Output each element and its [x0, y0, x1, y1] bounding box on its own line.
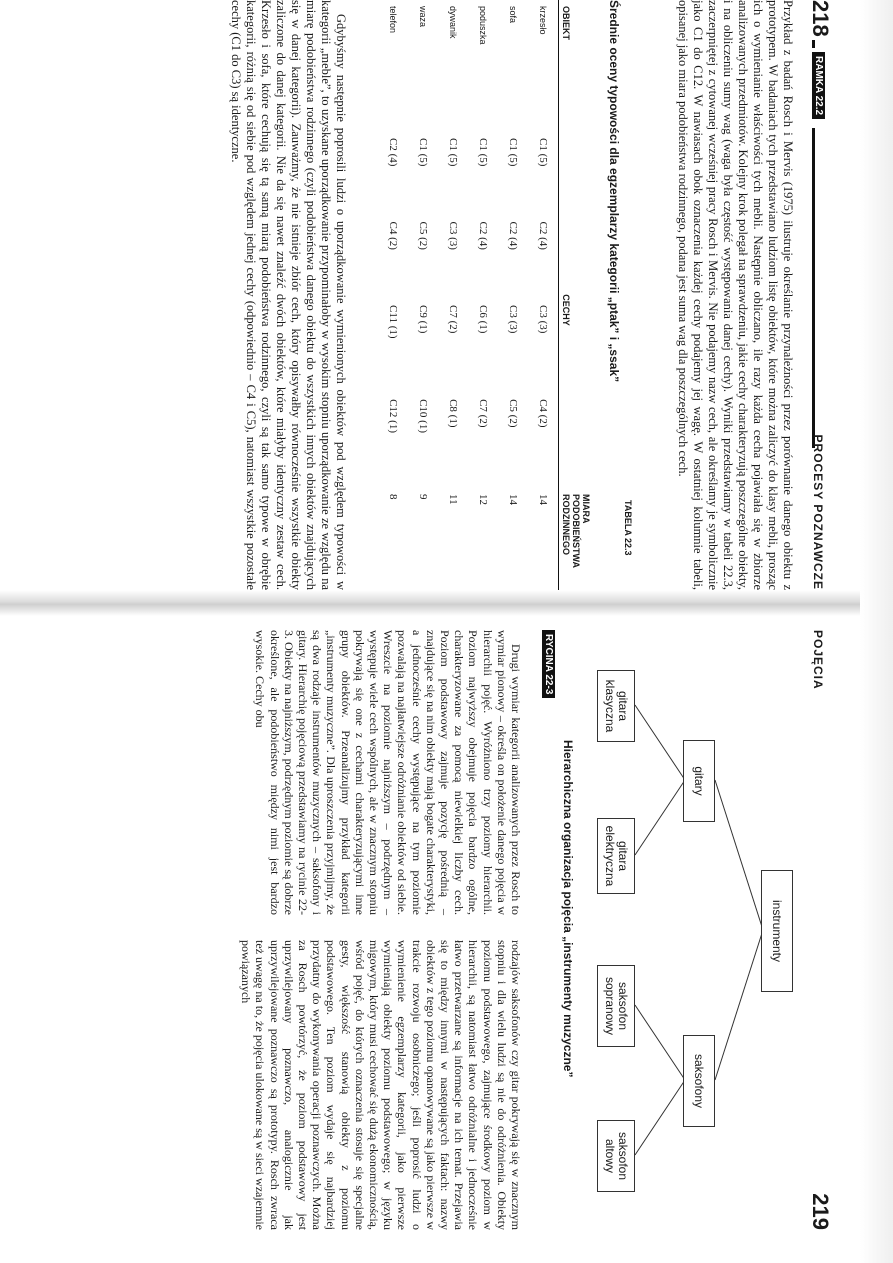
cell-object: dywanik: [448, 6, 458, 39]
cell-feature: C3 (3): [447, 221, 459, 250]
page-number: 218: [808, 0, 833, 37]
node-level3: saksofon altowy: [597, 1120, 635, 1192]
cell-feature: C4 (2): [387, 221, 399, 250]
cell-feature: C1 (5): [477, 138, 489, 167]
table-row: [378, 0, 408, 590]
table-row: [498, 0, 528, 590]
cell-feature: C8 (1): [447, 399, 459, 428]
text-column-2: [239, 940, 523, 1230]
cell-measure: 12: [477, 494, 489, 505]
cell-feature: C1 (5): [447, 138, 459, 167]
tree-edge: [635, 1080, 685, 1155]
page-218: [0, 0, 893, 590]
column-header-features: CECHY: [559, 132, 594, 488]
node-level3: saksofon sopranowy: [597, 965, 635, 1047]
cell-feature: C7 (2): [477, 399, 489, 428]
header-rule: [812, 40, 815, 48]
cell-feature: C11 (1): [387, 305, 399, 339]
tree-edge: [635, 1005, 685, 1080]
node-level3: gitara klasyczna: [597, 670, 635, 742]
data-table: [378, 0, 593, 590]
table-row: [408, 0, 438, 590]
text-column-1: [253, 630, 523, 915]
page-header-218: [807, 0, 833, 590]
cell-object: poduszka: [478, 6, 488, 45]
tree-edge: [715, 930, 763, 1080]
hierarchy-diagram: [533, 630, 893, 1230]
cell-measure: 14: [537, 494, 549, 505]
figure-tag: RYCINA 22-3: [542, 630, 555, 698]
table-caption: Średnie oceny typowości dla egzemplarzy kategorii „ptak” i „ssak”: [607, 0, 621, 383]
cell-feature: C5 (2): [417, 221, 429, 250]
column-header-object: OBIEKT: [559, 0, 594, 132]
node-root: instrumenty: [761, 870, 793, 992]
intro-paragraph: [675, 0, 795, 590]
cell-object: telefon: [388, 6, 398, 34]
cell-feature: C2 (4): [477, 221, 489, 250]
cell-feature: C9 (1): [417, 305, 429, 334]
cell-measure: 8: [387, 494, 399, 500]
paragraph: Drugi wymiar kategorii analizowanych przez Rosch to wymiar pionowy – określa on położenie danego pojęcia w hierarchii pojęć. Wyróżniono trzy poziomy hierarchii. Poziom najwyższy obejmuje pojęcia bardzo ogólne, charakteryzowane za pomocą niewielkiej liczby cech. Poziom podstawowy zajmuje pozycję pośrednią – znajdujące się na nim obiekty mają bogate charakterystyki, a jednocześnie cechy występujące na tym poziomie pozwalają na najłatwiejsze odróżnianie obiektów od siebie. Wreszcie na poziomie najniższym – podrzędnym – występuje wiele cech wspólnych, ale w znacznym stopniu pokrywają się one z cechami charakteryzującymi inne grupy obiektów. Przeanalizujmy przykład kategorii „instrumenty muzyczne”. Dla uproszczenia przyjmijmy, że są dwa rodzaje instrumentów muzycznych – saksofony i gitary. Hierarchię pojęciową przedstawiamy na rycinie 22-3. Obiekty na najniższym, podrzędnym poziomie są dobrze określone, ale podobieństwo między nimi jest bardzo wysokie. Cechy obu: [253, 630, 523, 915]
paragraph: rodzajów saksofonów czy gitar pokrywają się w znacznym stopniu i dla wielu ludzi są nie do odróżnienia. Obiekty poziomu podstawowego, zajmujące środkowy poziom w hierarchii, są natomiast łatwo odróżnialne i jednocześnie łatwo przetwarzane są informacje na ich temat. Przejawia się to między innymi w następujących faktach: nazwy obiektów z tego poziomu opanowywane są jako pierwsze w trakcie rozwoju osobniczego; jeśli poprosić ludzi o wymienienie egzemplarzy kategorii, jako pierwsze wymieniają obiekty poziomu podstawowego; w języku migowym, który musi cechować się dużą ekonomicznością, wśród pojęć, do których oznaczenia stosuje się specjalne gesty, większość stanowią obiekty z poziomu podstawowego. Ten poziom wydaje się najbardziej przydatny do wykonywania operacji poznawczych. Można za Rosch powtórzyć, że poziom podstawowy jest uprzywilejowany poznawczo, analogicznie jak uprzywilejowane poznawczo są prototypy. Rosch zwraca też uwagę na to, że pojęcia ulokowane są w sieci wzajemnie powiązanych: [239, 940, 523, 1230]
cell-feature: C1 (5): [417, 138, 429, 167]
cell-feature: C3 (3): [537, 305, 549, 334]
page-fold-shadow: [0, 590, 893, 616]
cell-feature: C12 (1): [387, 399, 399, 433]
table-tag: TABELA 22.3: [623, 500, 633, 556]
running-title: PROCESY POZNAWCZE: [811, 434, 825, 590]
page-number: 219: [808, 1193, 833, 1230]
table-row: [468, 0, 498, 590]
cell-measure: 11: [447, 494, 459, 505]
cell-feature: C2 (4): [537, 221, 549, 250]
box-label: RAMKA 22.2: [812, 52, 825, 119]
tree-edge: [635, 780, 685, 855]
cell-feature: C6 (1): [477, 305, 489, 334]
header-rule: [812, 128, 815, 448]
table-header-row: [559, 0, 594, 590]
cell-measure: 9: [417, 494, 429, 500]
tree-edge: [635, 705, 685, 780]
node-level2: gitary: [683, 740, 715, 822]
cell-object: waza: [418, 6, 428, 28]
node-level2: saksofony: [683, 1035, 715, 1127]
cell-object: sofa: [508, 6, 518, 24]
cell-feature: C2 (4): [507, 221, 519, 250]
column-header-measure: MIARA PODOBIEŃSTWA RODZINNEGO: [559, 488, 594, 590]
cell-object: krzesło: [538, 6, 548, 35]
cell-feature: C5 (2): [507, 399, 519, 428]
paragraph: Gdybyśmy następnie poprosili ludzi o uporządkowanie wymienionych obiektów pod względem typowości w kategorii „meble”, to uzyskane uporządkowanie przypominałoby w wysokim stopniu uporządkowanie ze względu na miarę podobieństwa rodzinnego (czyli podobieństwa danego obiektu do wszystkich innych obiektów znajdujących się w danej kategorii). Zauważmy, że nie istnieje zbiór cech, który opisywałby równocześnie wszystkie obiekty zaliczone do danej kategorii. Nie da się nawet znaleźć dwóch obiektów, które miałyby identyczny zestaw cech. Krzesło i sofa, które cechują się tą samą miarą podobieństwa rodzinnego, czyli są tak samo typowe w obrębie kategorii, różnią się od siebie pod względem jednej cechy (odpowiednio – C4 i C5), natomiast wszystkie pozostałe cechy (C1 do C3) są identyczne.: [229, 0, 348, 590]
cell-feature: C1 (5): [507, 138, 519, 167]
tree-edge: [715, 780, 763, 930]
paragraph: Przykład z badań Rosch i Mervis (1975) ilustruje określanie przynależności przez porównanie danego obiektu z prototypem. W badaniach tych przedstawiano ludziom listę obiektów, które można zaliczyć do klasy mebli, prosząc ich o wymienianie właściwości tych mebli. Następnie obliczano, ile razy każda cecha pojawiała się w zbiorze analizowanych przedmiotów. Kolejny krok polegał na sprawdzeniu, jakie cechy charakteryzują poszczególne obiekty, i na obliczeniu sumy wag (waga była częstość występowania danej cechy). Wyniki przedstawiamy w tabeli 22.3, zaczerpniętej z cytowanej wcześniej pracy Rosch i Mervis. Nie podajemy nazw cech, ale określamy je symbolicznie jako C1 do C12. W nawiasach obok oznaczenia każdej cechy podajemy jej wagę. W ostatniej kolumnie tabeli, opisanej jako miara podobieństwa rodzinnego, podana jest suma wag dla poszczególnych cech.: [676, 0, 795, 590]
table-row: [528, 0, 559, 590]
running-title: POJĘCIA: [811, 630, 825, 690]
cell-feature: C10 (1): [417, 399, 429, 433]
after-table-paragraph: [228, 0, 348, 590]
cell-feature: C3 (3): [507, 305, 519, 334]
cell-feature: C2 (4): [387, 138, 399, 167]
table-row: [438, 0, 468, 590]
cell-feature: C7 (2): [447, 305, 459, 334]
page-219: [0, 630, 893, 1230]
cell-measure: 14: [507, 494, 519, 505]
figure-caption: Hierarchiczna organizacja pojęcia „instrumenty muzyczne”: [561, 740, 575, 1078]
cell-feature: C1 (5): [537, 138, 549, 167]
node-level3: gitara elektryczna: [597, 818, 635, 894]
cell-feature: C4 (2): [537, 399, 549, 428]
